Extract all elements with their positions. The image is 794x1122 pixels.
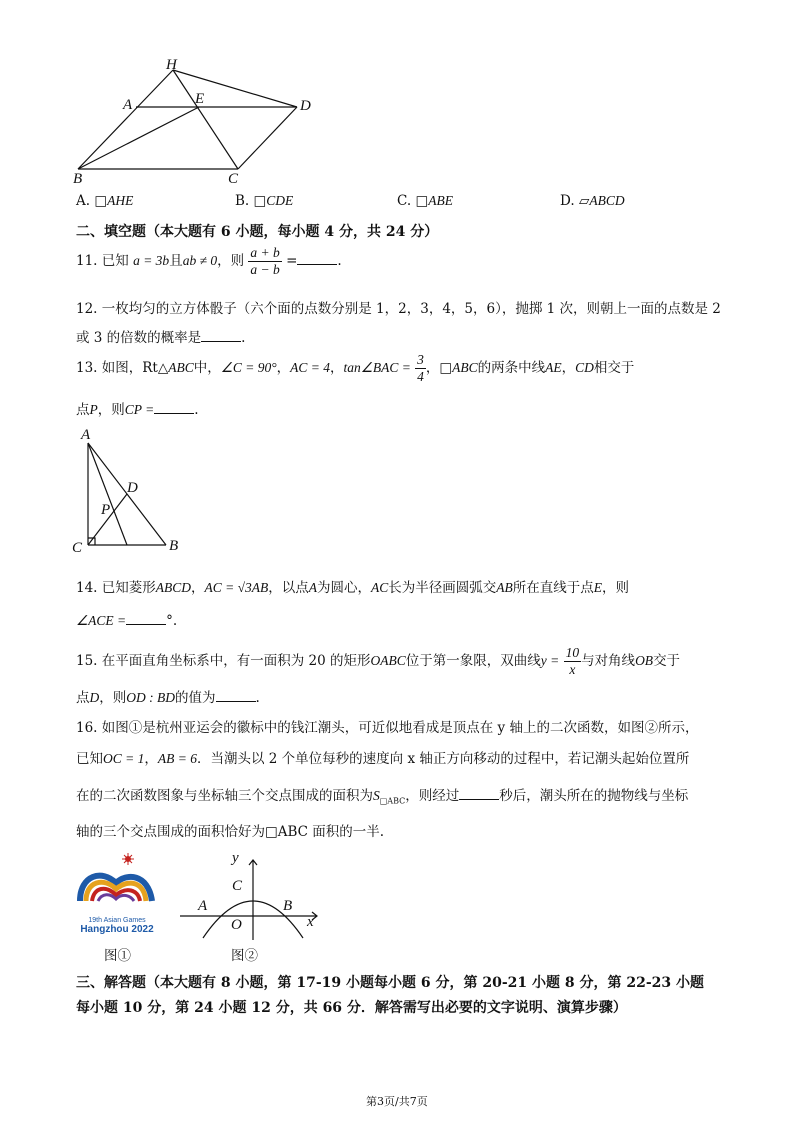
option-b: B. □CDE bbox=[235, 193, 294, 209]
answer-blank bbox=[126, 612, 166, 625]
label-A-13: A bbox=[81, 427, 91, 443]
answer-blank bbox=[201, 329, 241, 342]
caption-figure-1: 图① bbox=[104, 948, 131, 964]
figure-parallelogram bbox=[60, 55, 330, 190]
label-D: D bbox=[300, 98, 311, 114]
line-BE bbox=[78, 107, 199, 169]
label-E: E bbox=[195, 91, 205, 107]
answer-blank bbox=[216, 689, 256, 702]
question-16-line4: 轴的三个交点围成的面积恰好为□ABC 面积的一半. bbox=[76, 824, 385, 840]
question-12-line1: 12. 一枚均匀的立方体骰子（六个面的点数分别是 1，2，3，4，5，6），抛掷 1 次，则朝上一面的点数是 2 bbox=[76, 301, 721, 317]
line-BH bbox=[78, 70, 173, 169]
label-x-16: x bbox=[307, 914, 314, 930]
option-d: D. ▱ABCD bbox=[560, 193, 625, 209]
section3-title-line1: 三、解答题（本大题有 8 小题，第 17-19 小题每小题 6 分，第 20-21 小题 8 分，第 22-23 小题 bbox=[76, 975, 705, 991]
option-a: A. □AHE bbox=[76, 193, 134, 209]
asian-games-logo bbox=[72, 853, 162, 943]
line-HD bbox=[173, 70, 297, 107]
fraction-q11: $\frac{a + b}{a - b}$ bbox=[250, 245, 280, 277]
question-14-line2: ∠ACE = °. bbox=[76, 613, 178, 629]
answer-blank bbox=[459, 787, 499, 800]
figure-parabola bbox=[175, 852, 325, 942]
question-15-line1: 15. 在平面直角坐标系中，有一面积为 20 的矩形OABC位于第一象限，双曲线y = $\frac{10}{x}$ 与对角线OB交于 bbox=[76, 645, 681, 677]
label-y-16: y bbox=[232, 850, 239, 866]
label-O-16: O bbox=[231, 917, 242, 933]
line-HC bbox=[173, 70, 238, 169]
label-C: C bbox=[228, 171, 239, 187]
section3-title-line2: 每小题 10 分，第 24 小题 12 分，共 66 分．解答需写出必要的文字说明、演算步骤） bbox=[76, 1000, 627, 1016]
line-CD bbox=[238, 107, 297, 169]
question-13-line1: 13. 如图，Rt△ABC中，∠C = 90°，AC = 4，tan∠BAC = $\frac{3}{4}$ ，□ABC的两条中线AE，CD相交于 bbox=[76, 352, 635, 384]
label-C-16: C bbox=[232, 878, 243, 894]
question-12-line2: 或 3 的倍数的概率是 . bbox=[76, 330, 246, 346]
sun-icon bbox=[122, 853, 134, 865]
label-H: H bbox=[166, 57, 177, 73]
section2-title: 二、填空题（本大题有 6 小题，每小题 4 分，共 24 分） bbox=[76, 224, 439, 240]
label-B: B bbox=[73, 171, 83, 187]
label-D-13: D bbox=[127, 480, 138, 496]
logo-emblem-icon bbox=[72, 853, 162, 913]
caption-figure-2: 图② bbox=[231, 948, 258, 964]
question-15-line2: 点D，则OD : BD的值为 . bbox=[76, 690, 260, 706]
line-AE bbox=[88, 443, 127, 545]
label-A: A bbox=[123, 97, 133, 113]
label-C-13: C bbox=[72, 540, 83, 556]
question-16-line3: 在的二次函数图象与坐标轴三个交点围成的面积为$S_{□ABC}$，则经过 秒后，潮头所在的抛物线与坐标 bbox=[76, 788, 689, 806]
question-16-line1: 16. 如图①是杭州亚运会的徽标中的钱江潮头，可近似地看成是顶点在 y 轴上的二次函数，如图②所示， bbox=[76, 720, 699, 736]
label-P-13: P bbox=[101, 502, 111, 518]
fraction-q13: $\frac{3}{4}$ bbox=[417, 352, 424, 384]
label-A-16: A bbox=[198, 898, 208, 914]
answer-blank bbox=[297, 252, 337, 265]
answer-blank bbox=[154, 401, 194, 414]
label-B-13: B bbox=[169, 538, 179, 554]
question-16-line2: 已知OC = 1，AB = 6．当潮头以 2 个单位每秒的速度向 x 轴正方向移动的过程中，若记潮头起始位置所 bbox=[76, 751, 690, 767]
logo-line2: Hangzhou 2022 bbox=[80, 924, 154, 935]
question-13-line2: 点P，则CP = . bbox=[76, 402, 199, 418]
label-B-16: B bbox=[283, 898, 293, 914]
fraction-q15: $\frac{10}{x}$ bbox=[565, 645, 580, 677]
question-11: 11. 已知 a = 3b且ab ≠ 0，则 $\frac{a + b}{a - b}$ = . bbox=[76, 245, 342, 277]
logo-line1: 19th Asian Games bbox=[88, 917, 146, 924]
option-c: C. □ABE bbox=[397, 193, 453, 209]
question-14-line1: 14. 已知菱形ABCD，AC = √3AB，以点A为圆心，AC长为半径画圆弧交AB所在直线于点E，则 bbox=[76, 580, 630, 596]
page-footer: 第3页/共7页 bbox=[366, 1095, 428, 1108]
